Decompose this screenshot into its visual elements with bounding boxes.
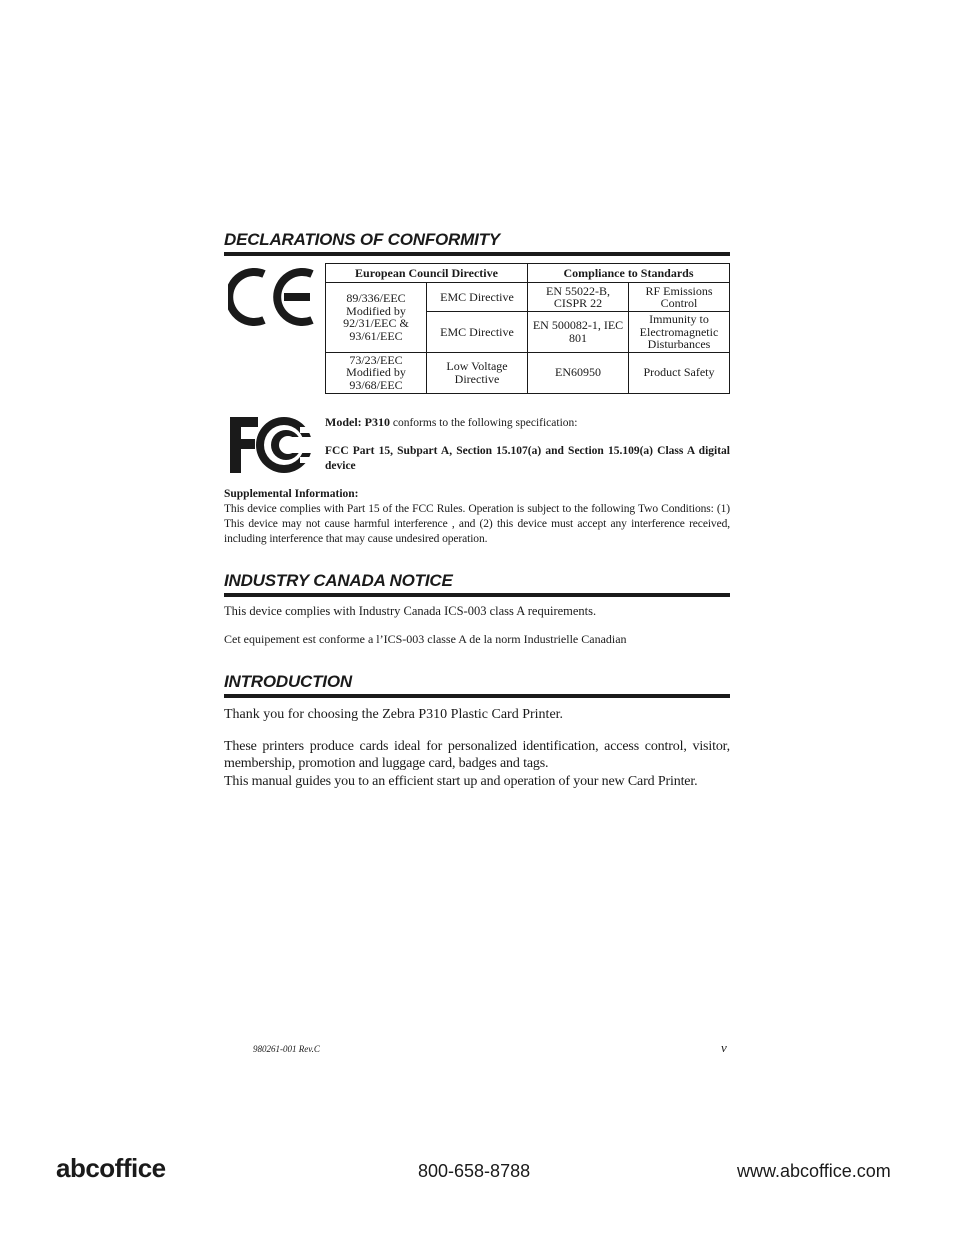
fcc-logo — [228, 415, 314, 475]
header-compliance: Compliance to Standards — [528, 264, 730, 283]
industry-canada-heading-block — [224, 571, 730, 597]
declarations-heading: DECLARATIONS OF CONFORMITY — [224, 230, 500, 249]
standard-cell: EN 500082-1, IEC 801 — [528, 312, 629, 353]
introduction-heading-block — [224, 672, 730, 698]
intro-paragraph-3: This manual guides you to an efficient start up and operation of your new Card Printer. — [224, 774, 698, 789]
header-directive: European Council Directive — [326, 264, 528, 283]
fcc-model-line — [325, 415, 730, 431]
table-row — [326, 352, 730, 393]
website-link[interactable]: www.abcoffice.com — [737, 1161, 891, 1181]
standard-cell: EN 55022-B, CISPR 22 — [528, 283, 629, 312]
fcc-spec: FCC Part 15, Subpart A, Section 15.107(a) and Section 15.109(a) Class A digital device — [325, 445, 730, 472]
ce-directive-table — [325, 263, 730, 394]
standard-cell: EN60950 — [528, 352, 629, 393]
type-cell: Low Voltage Directive — [427, 352, 528, 393]
introduction-heading: INTRODUCTION — [224, 672, 352, 691]
industry-canada-english: This device complies with Industry Canada ICS-003 class A requirements. — [224, 604, 597, 618]
page-number: v — [721, 1040, 727, 1055]
supplemental-title: Supplemental Information: — [224, 488, 359, 500]
purpose-cell: Product Safety — [629, 352, 730, 393]
heading-rule — [224, 252, 730, 256]
type-cell: EMC Directive — [427, 283, 528, 312]
model-label: Model: P310 — [325, 415, 390, 429]
brand-logo: abcoffice — [56, 1153, 166, 1183]
purpose-cell: RF Emissions Control — [629, 283, 730, 312]
directive-cell: 89/336/EEC Modified by 92/31/EEC & 93/61/EEC — [326, 283, 427, 353]
industry-canada-french: Cet equipement est conforme a l’ICS-003 classe A de la norm Industrielle Canadian — [224, 632, 627, 646]
heading-rule — [224, 694, 730, 698]
model-text: conforms to the following specification: — [390, 417, 578, 429]
doc-number: 980261-001 Rev.C — [253, 1044, 320, 1054]
table-header-row — [326, 264, 730, 283]
type-cell: EMC Directive — [427, 312, 528, 353]
intro-paragraph-2: These printers produce cards ideal for personalized identification, access control, visitor, membership, promotion and luggage card, badges and tags. — [224, 739, 730, 771]
heading-rule — [224, 593, 730, 597]
directive-cell: 73/23/EEC Modified by 93/68/EEC — [326, 352, 427, 393]
industry-canada-heading: INDUSTRY CANADA NOTICE — [224, 571, 453, 590]
table-row — [326, 283, 730, 312]
declarations-heading-block — [224, 230, 730, 256]
supplemental-text: This device complies with Part 15 of the FCC Rules. Operation is subject to the following Two Conditions: (1) This device may not cause harmful interference , and (2) this device must accept any interference received, including interference that may cause undesired operation. — [224, 503, 730, 545]
purpose-cell: Immunity to Electromagnetic Disturbances — [629, 312, 730, 353]
ce-mark-logo — [228, 266, 316, 328]
phone-number: 800-658-8788 — [418, 1161, 531, 1181]
intro-paragraph-1: Thank you for choosing the Zebra P310 Plastic Card Printer. — [224, 707, 564, 722]
